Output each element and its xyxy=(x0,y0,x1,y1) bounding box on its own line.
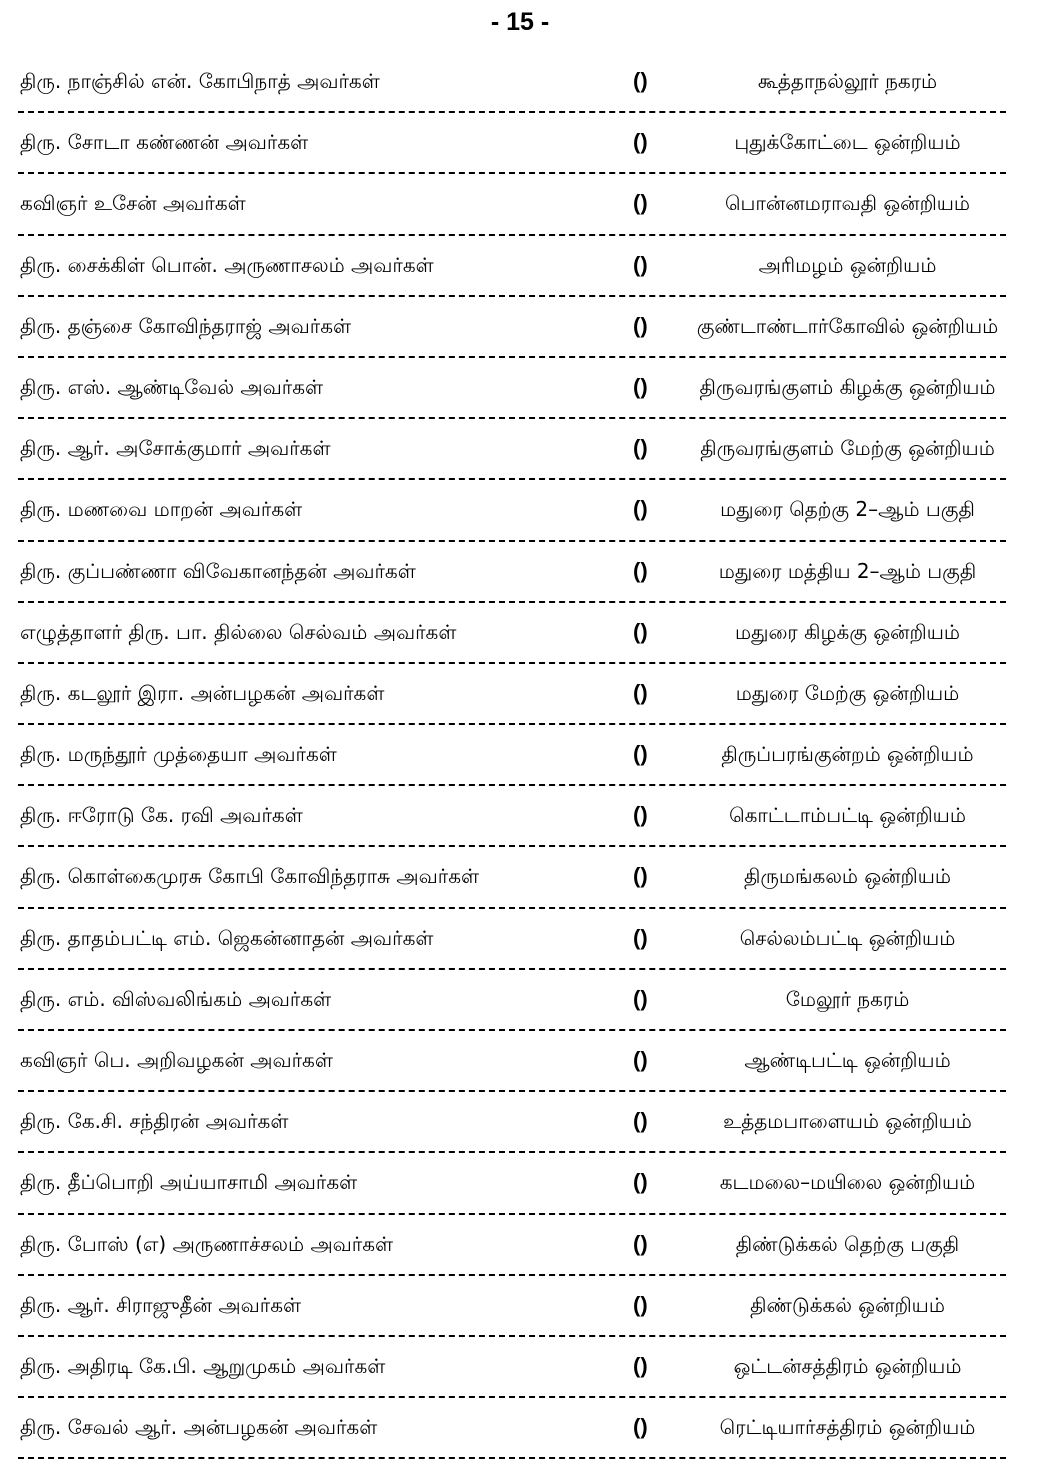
separator-mark: () xyxy=(633,190,648,216)
speaker-name: திரு. சேவல் ஆர். அன்பழகன் அவர்கள் xyxy=(20,1415,378,1440)
list-item xyxy=(0,603,1040,664)
place-name: கடமலை–மயிலை ஒன்றியம் xyxy=(719,1170,976,1195)
list-item xyxy=(0,1153,1040,1214)
list-item xyxy=(0,52,1040,113)
place-name: மதுரை மத்திய 2–ஆம் பகுதி xyxy=(718,558,977,583)
speaker-name: திரு. எஸ். ஆண்டிவேல் அவர்கள் xyxy=(20,374,324,399)
list-item xyxy=(0,236,1040,297)
place-name: திருப்பரங்குன்றம் ஒன்றியம் xyxy=(721,742,974,767)
speaker-name: திரு. தாதம்பட்டி எம். ஜெகன்னாதன் அவர்கள் xyxy=(20,925,434,950)
list-item xyxy=(0,174,1040,235)
place-name: பொன்னமராவதி ஒன்றியம் xyxy=(724,191,971,216)
list-item xyxy=(0,419,1040,480)
speaker-name: திரு. சோடா கண்ணன் அவர்கள் xyxy=(20,130,309,155)
list-item xyxy=(0,480,1040,541)
speaker-name: திரு. கொள்கைமுரசு கோபி கோவிந்தராசு அவர்கள் xyxy=(20,864,480,889)
separator-mark: () xyxy=(633,618,648,644)
place-name: மேலூர் நகரம் xyxy=(785,986,910,1011)
separator-mark: () xyxy=(633,1291,648,1317)
list-item xyxy=(0,970,1040,1031)
page-number: - 15 - xyxy=(490,8,550,36)
place-name: குண்டாண்டார்கோவில் ஒன்றியம் xyxy=(696,313,999,338)
list-item xyxy=(0,847,1040,908)
separator-mark: () xyxy=(633,373,648,399)
place-name: மதுரை தெற்கு 2–ஆம் பகுதி xyxy=(720,497,975,522)
separator-mark: () xyxy=(633,496,648,522)
speaker-name: திரு. எம். விஸ்வலிங்கம் அவர்கள் xyxy=(20,986,332,1011)
speaker-name: திரு. தீப்பொறி அய்யாசாமி அவர்கள் xyxy=(20,1170,358,1195)
place-name: கொட்டாம்பட்டி ஒன்றியம் xyxy=(729,803,966,828)
place-name: திருவரங்குளம் கிழக்கு ஒன்றியம் xyxy=(699,374,996,399)
separator-mark: () xyxy=(633,741,648,767)
separator-mark: () xyxy=(633,251,648,277)
separator-mark: () xyxy=(633,1352,648,1378)
place-name: திருவரங்குளம் மேற்கு ஒன்றியம் xyxy=(700,436,995,461)
place-name: அரிமழம் ஒன்றியம் xyxy=(758,252,937,277)
separator-mark: () xyxy=(633,68,648,93)
speaker-name: திரு. கே.சி. சந்திரன் அவர்கள் xyxy=(20,1109,289,1134)
place-name: உத்தமபாளையம் ஒன்றியம் xyxy=(723,1109,972,1134)
place-name: ஒட்டன்சத்திரம் ஒன்றியம் xyxy=(733,1353,962,1378)
speaker-name: திரு. சைக்கிள் பொன். அருணாசலம் அவர்கள் xyxy=(20,252,434,277)
speaker-name: திரு. போஸ் (எ) அருணாச்சலம் அவர்கள் xyxy=(20,1231,394,1256)
list-item xyxy=(0,725,1040,786)
list-item xyxy=(0,297,1040,358)
separator-mark: () xyxy=(633,924,648,950)
list-item xyxy=(0,1031,1040,1092)
place-name: மதுரை மேற்கு ஒன்றியம் xyxy=(735,680,960,705)
speaker-name: திரு. நாஞ்சில் என். கோபிநாத் அவர்கள் xyxy=(20,69,380,93)
list-item xyxy=(0,909,1040,970)
separator-mark: () xyxy=(633,1169,648,1195)
list-item xyxy=(0,664,1040,725)
place-name: கூத்தாநல்லூர் நகரம் xyxy=(757,69,938,93)
dashed-divider xyxy=(18,1457,1006,1459)
list-item xyxy=(0,786,1040,847)
speaker-name: திரு. மருந்தூர் முத்தையா அவர்கள் xyxy=(20,742,337,767)
speaker-name: எழுத்தாளர் திரு. பா. தில்லை செல்வம் அவர்கள் xyxy=(20,619,457,644)
list-item xyxy=(0,1276,1040,1337)
place-name: செல்லம்பட்டி ஒன்றியம் xyxy=(739,925,956,950)
separator-mark: () xyxy=(633,1414,648,1440)
separator-mark: () xyxy=(633,557,648,583)
speaker-name: கவிஞர் பெ. அறிவழகன் அவர்கள் xyxy=(20,1048,333,1072)
separator-mark: () xyxy=(633,985,648,1011)
separator-mark: () xyxy=(633,1047,648,1072)
separator-mark: () xyxy=(633,863,648,889)
list-item xyxy=(0,358,1040,419)
speaker-list xyxy=(0,52,1040,1459)
separator-mark: () xyxy=(633,1108,648,1134)
place-name: ரெட்டியார்சத்திரம் ஒன்றியம் xyxy=(719,1415,976,1440)
list-item xyxy=(0,1092,1040,1153)
place-name: திருமங்கலம் ஒன்றியம் xyxy=(744,864,951,889)
place-name: திண்டுக்கல் ஒன்றியம் xyxy=(750,1292,945,1317)
speaker-name: திரு. மணவை மாறன் அவர்கள் xyxy=(20,497,303,522)
list-item xyxy=(0,542,1040,603)
list-item xyxy=(0,1337,1040,1398)
list-item xyxy=(0,113,1040,174)
list-item xyxy=(0,1398,1040,1459)
place-name: புதுக்கோட்டை ஒன்றியம் xyxy=(734,130,961,155)
separator-mark: () xyxy=(633,1230,648,1256)
separator-mark: () xyxy=(633,312,648,338)
separator-mark: () xyxy=(633,435,648,461)
speaker-name: திரு. தஞ்சை கோவிந்தராஜ் அவர்கள் xyxy=(20,313,352,338)
place-name: திண்டுக்கல் தெற்கு பகுதி xyxy=(735,1231,960,1256)
place-name: ஆண்டிபட்டி ஒன்றியம் xyxy=(744,1048,951,1072)
speaker-name: திரு. அதிரடி கே.பி. ஆறுமுகம் அவர்கள் xyxy=(20,1353,386,1378)
speaker-name: திரு. குப்பண்ணா விவேகானந்தன் அவர்கள் xyxy=(20,558,416,583)
place-name: மதுரை கிழக்கு ஒன்றியம் xyxy=(735,619,960,644)
separator-mark: () xyxy=(633,802,648,828)
speaker-name: திரு. ஆர். அசோக்குமார் அவர்கள் xyxy=(20,436,331,461)
speaker-name: திரு. ஆர். சிராஜுதீன் அவர்கள் xyxy=(20,1292,302,1317)
list-item xyxy=(0,1215,1040,1276)
speaker-name: திரு. ஈரோடு கே. ரவி அவர்கள் xyxy=(20,803,303,828)
separator-mark: () xyxy=(633,679,648,705)
separator-mark: () xyxy=(633,129,648,155)
speaker-name: திரு. கடலூர் இரா. அன்பழகன் அவர்கள் xyxy=(20,680,385,705)
speaker-name: கவிஞர் உசேன் அவர்கள் xyxy=(20,191,246,216)
